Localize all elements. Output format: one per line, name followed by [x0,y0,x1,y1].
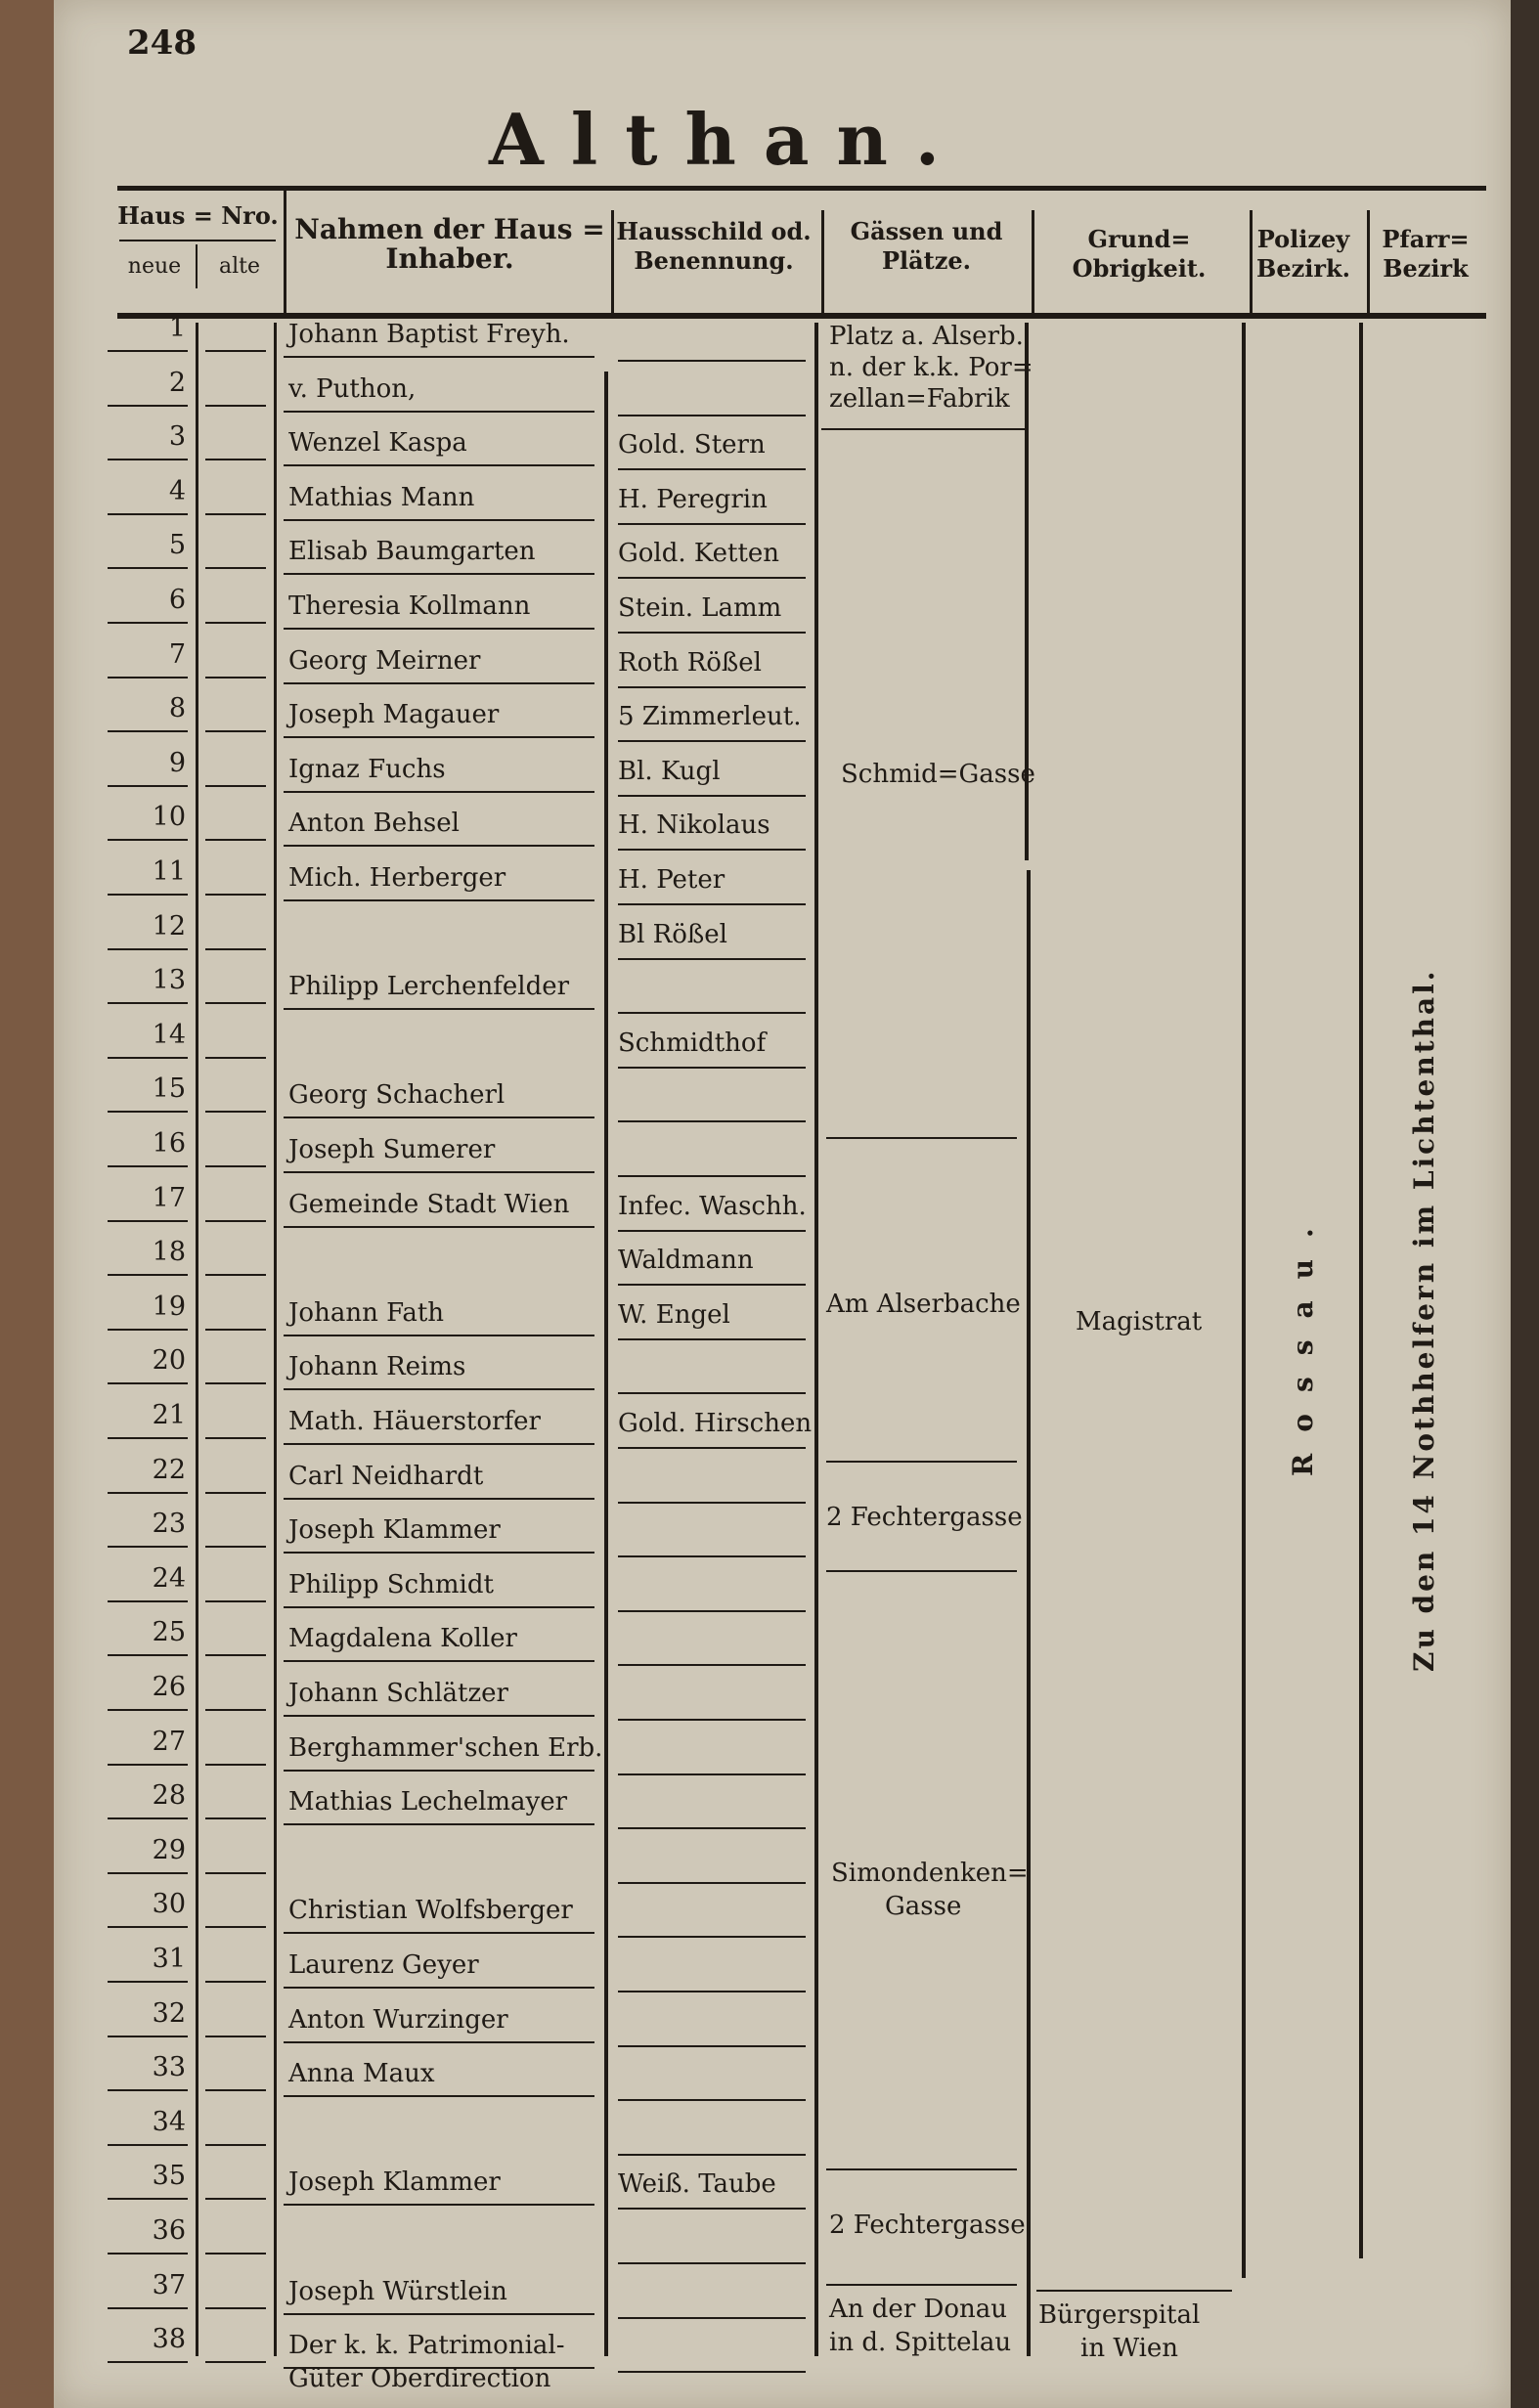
row-number-neue: 11 [152,856,186,887]
row-rule-owner [284,1823,594,1825]
row-number-neue: 17 [152,1182,186,1213]
row-hausschild: Bl Rößel [618,919,727,949]
row-rule-owner [284,2204,594,2206]
row-rule-alte [205,677,266,679]
row-rule-alte [205,1981,266,1983]
row-number-neue: 16 [152,1128,186,1159]
row-rule-alte [205,2036,266,2037]
row-owner: Anton Behsel [288,809,460,839]
row-rule-hausschild [618,1120,806,1122]
row-rule-owner [284,573,594,575]
header-sep [821,210,824,313]
row-rule-owner [284,682,594,684]
row-rule-alte [205,1220,266,1222]
row-owner: Johann Fath [288,1297,445,1328]
row-rule-neue [108,894,188,896]
street-rule [826,1570,1017,1572]
street-rule [821,428,1027,430]
row-hausschild: H. Peregrin [618,484,768,514]
row-rule-neue [108,459,188,460]
row-rule-owner [284,519,594,521]
row-owner: Laurenz Geyer [288,1950,479,1980]
header-neue: neue [127,254,182,279]
row-rule-neue [108,2253,188,2255]
header-sep [611,210,614,313]
street-rule [826,2168,1017,2170]
row-rule-alte [205,1111,266,1113]
header-polizey: Polizey Bezirk. [1256,225,1350,283]
row-number-neue: 19 [152,1291,186,1322]
col-line-alte [196,323,198,2356]
row-rule-alte [205,459,266,460]
row-number-neue: 28 [152,1780,186,1812]
row-rule-neue [108,2036,188,2037]
header-haus-nro: Haus = Nro. [117,201,279,230]
grund-rule [1036,2290,1232,2292]
row-rule-neue [108,1492,188,1494]
row-rule-hausschild [618,1175,806,1177]
row-rule-alte [205,622,266,624]
row-rule-neue [108,567,188,569]
street-simondenken: Simondenken= [831,1859,1029,1888]
row-owner: Joseph Magauer [288,700,500,730]
row-number-neue: 13 [152,965,186,996]
row-rule-owner [284,1335,594,1336]
row-rule-alte [205,894,266,896]
row-rule-neue [108,1382,188,1384]
row-number-neue: 27 [152,1726,186,1757]
row-rule-hausschild [618,523,806,525]
row-hausschild: Gold. Ketten [618,539,780,569]
row-rule-owner [284,1388,594,1390]
col-line-sign [604,372,608,2356]
row-rule-hausschild [618,686,806,688]
row-owner: Der k. k. Patrimonial- [288,2331,565,2361]
row-owner: Wenzel Kaspa [288,428,467,459]
row-rule-hausschild [618,577,806,579]
row-rule-neue [108,2144,188,2146]
row-owner: Joseph Würstlein [288,2276,507,2306]
row-rule-hausschild [618,2045,806,2047]
row-rule-neue [108,2361,188,2363]
row-number-neue: 15 [152,1073,186,1105]
row-rule-alte [205,1002,266,1004]
row-hausschild: Gold. Hirschen [618,1409,813,1438]
row-rule-neue [108,405,188,407]
row-rule-owner [284,736,594,738]
row-rule-alte [205,2361,266,2363]
row-rule-owner [284,1552,594,1554]
header-hausschild: Hausschild od. Benennung. [616,217,812,275]
row-number-neue: 5 [168,530,186,561]
row-number-neue: 7 [168,638,186,670]
row-owner: Math. Häuerstorfer [288,1407,541,1436]
row-number-neue: 20 [152,1345,186,1377]
row-rule-alte [205,1382,266,1384]
row-rule-hausschild [618,2371,806,2373]
row-rule-owner [284,1008,594,1010]
header-alte: alte [218,254,260,279]
row-owner: Anton Wurzinger [288,2004,508,2035]
header-nahmen: Nahmen der Haus = Inhaber. [294,213,605,275]
street-fechtergasse-2: 2 Fechtergasse [829,2211,1026,2240]
row-rule-owner [284,2041,594,2043]
row-rule-alte [205,1709,266,1711]
row-number-neue: 31 [152,1944,186,1974]
page-number: 248 [127,23,197,63]
header-gassen: Gässen und Plätze. [850,217,1003,275]
street-platz-alserbach: Platz a. Alserb. [829,322,1024,351]
row-number-neue: 2 [168,367,186,398]
row-number-neue: 22 [152,1454,186,1485]
row-rule-alte [205,1764,266,1766]
row-hausschild: Gold. Stern [618,430,766,460]
row-rule-hausschild [618,2208,806,2210]
row-number-neue: 30 [152,1889,186,1920]
row-number-neue: 35 [152,2161,186,2192]
row-rule-owner [284,1498,594,1500]
street-simondenken-2: Gasse [885,1892,962,1921]
row-hausschild: H. Peter [618,865,726,895]
row-rule-neue [108,1817,188,1819]
row-rule-neue [108,839,188,841]
header-sep [1367,210,1370,313]
book-binding [0,0,54,2408]
street-schmid-gasse: Schmid=Gasse [841,760,1035,789]
row-rule-neue [108,2089,188,2091]
row-rule-owner [284,356,594,358]
row-number-neue: 29 [152,1834,186,1865]
page-title: Althan. [489,98,967,181]
grund-buergerspital: Bürgerspital [1038,2300,1201,2330]
row-owner: Johann Reims [288,1352,466,1382]
row-number-neue: 8 [168,693,186,724]
row-rule-neue [108,1329,188,1331]
row-rule-neue [108,1437,188,1439]
row-rule-neue [108,1872,188,1874]
page-edge [1511,0,1539,2408]
row-rule-neue [108,785,188,787]
row-hausschild: Bl. Kugl [618,756,721,786]
row-owner: Joseph Klammer [288,1515,501,1546]
row-rule-hausschild [618,1230,806,1232]
row-rule-alte [205,1817,266,1819]
row-rule-owner [284,1660,594,1662]
row-hausschild: Waldmann [618,1246,754,1276]
street-rule [826,1137,1017,1139]
row-rule-hausschild [618,849,806,851]
row-rule-owner [284,1443,594,1445]
row-number-neue: 25 [152,1617,186,1648]
row-rule-alte [205,513,266,515]
row-rule-alte [205,1654,266,1656]
row-rule-alte [205,1057,266,1059]
col-line-polizey [1242,323,1246,2278]
row-rule-alte [205,948,266,950]
row-rule-neue [108,948,188,950]
row-rule-hausschild [618,1610,806,1612]
row-rule-hausschild [618,1555,806,1557]
row-rule-hausschild [618,1773,806,1775]
row-rule-alte [205,1437,266,1439]
row-hausschild: Infec. Waschh. [618,1191,807,1221]
row-rule-neue [108,1111,188,1113]
col-line-owner [274,323,277,2356]
row-number-neue: 37 [152,2269,186,2300]
row-owner: Mich. Herberger [288,863,506,893]
row-rule-alte [205,2198,266,2200]
row-owner: Mathias Lechelmayer [288,1787,568,1817]
row-rule-hausschild [618,1936,806,1938]
row-rule-neue [108,1926,188,1928]
row-hausschild: 5 Zimmerleut. [618,702,802,732]
row-rule-hausschild [618,903,806,905]
row-rule-neue [108,1057,188,1059]
row-rule-alte [205,350,266,352]
row-rule-alte [205,1329,266,1331]
row-rule-hausschild [618,468,806,470]
row-rule-alte [205,1546,266,1548]
row-rule-owner [284,899,594,901]
row-hausschild: Roth Rößel [618,647,762,678]
row-rule-hausschild [618,1392,806,1394]
row-rule-owner [284,1116,594,1118]
row-rule-alte [205,785,266,787]
row-rule-alte [205,1926,266,1928]
row-rule-hausschild [618,1502,806,1504]
row-rule-neue [108,2198,188,2200]
street-am-alserbache: Am Alserbache [826,1290,1021,1319]
row-owner-continued: Güter Oberdirection [288,2364,551,2394]
row-rule-hausschild [618,1991,806,1992]
row-rule-owner [284,1171,594,1173]
row-rule-owner [284,1226,594,1228]
row-number-neue: 4 [168,475,186,506]
row-rule-alte [205,1600,266,1602]
row-number-neue: 24 [152,1562,186,1594]
row-rule-neue [108,1546,188,1548]
row-owner: Philipp Lerchenfelder [288,972,570,1002]
row-rule-alte [205,1165,266,1167]
row-rule-hausschild [618,2317,806,2319]
street-spittelau: in d. Spittelau [829,2328,1012,2357]
street-fechtergasse: 2 Fechtergasse [826,1503,1023,1532]
header-pfarr: Pfarr= Bezirk [1382,225,1470,283]
row-rule-alte [205,730,266,732]
street-rule [826,2284,1017,2286]
row-owner: Philipp Schmidt [288,1569,494,1599]
row-number-neue: 21 [152,1400,186,1430]
header-grund: Grund= Obrigkeit. [1072,225,1207,283]
row-rule-owner [284,1715,594,1717]
row-rule-hausschild [618,2154,806,2156]
row-number-neue: 18 [152,1237,186,1268]
row-rule-alte [205,2307,266,2309]
row-rule-owner [284,845,594,847]
row-rule-neue [108,350,188,352]
row-rule-neue [108,513,188,515]
row-owner: Johann Schlätzer [288,1679,508,1708]
header-sep [284,191,286,313]
row-rule-hausschild [618,1447,806,1449]
row-rule-neue [108,1220,188,1222]
row-rule-alte [205,839,266,841]
row-number-neue: 14 [152,1019,186,1050]
row-rule-neue [108,1274,188,1276]
row-rule-neue [108,1709,188,1711]
row-rule-owner [284,791,594,793]
row-rule-owner [284,411,594,413]
row-rule-neue [108,1165,188,1167]
row-rule-owner [284,464,594,466]
row-number-neue: 6 [168,585,186,615]
row-number-neue: 34 [152,2106,186,2137]
street-platz-alserbach-3: zellan=Fabrik [829,384,1010,414]
row-number-neue: 36 [152,2215,186,2246]
street-an-der-donau: An der Donau [829,2295,1007,2324]
header-top-rule [117,186,1486,191]
grund-magistrat: Magistrat [1076,1307,1203,1336]
row-rule-alte [205,1492,266,1494]
row-owner: Mathias Mann [288,482,475,512]
row-owner: Georg Meirner [288,645,481,676]
row-rule-neue [108,1981,188,1983]
row-rule-hausschild [618,958,806,960]
grund-in-wien: in Wien [1080,2334,1179,2363]
row-rule-neue [108,1600,188,1602]
row-owner: Magdalena Koller [288,1624,517,1654]
row-rule-alte [205,1274,266,1276]
row-owner: Berghammer'schen Erb. [288,1732,603,1763]
row-rule-hausschild [618,1338,806,1340]
row-rule-owner [284,1770,594,1772]
row-rule-hausschild [618,2262,806,2264]
row-rule-hausschild [618,1012,806,1014]
row-rule-neue [108,1002,188,1004]
row-rule-hausschild [618,795,806,797]
street-rule [826,1461,1017,1463]
col-line-grund-2 [1027,870,1031,2356]
row-rule-neue [108,622,188,624]
polizey-bezirk-rossau: Rossau. [1287,1206,1319,1476]
row-rule-hausschild [618,632,806,634]
pfarr-bezirk: Zu den 14 Nothhelfern im Lichtenthal. [1408,968,1440,1672]
row-rule-owner [284,2313,594,2315]
row-rule-neue [108,2307,188,2309]
row-number-neue: 26 [152,1672,186,1702]
row-owner: Anna Maux [288,2059,435,2089]
row-rule-alte [205,405,266,407]
row-rule-hausschild [618,360,806,362]
row-rule-neue [108,677,188,679]
col-line-street [814,323,818,2356]
row-rule-alte [205,1872,266,1874]
row-rule-neue [108,730,188,732]
row-rule-hausschild [618,1284,806,1286]
row-number-neue: 38 [152,2324,186,2355]
row-rule-hausschild [618,2099,806,2101]
row-rule-alte [205,567,266,569]
row-owner: Ignaz Fuchs [288,754,446,784]
row-number-neue: 1 [168,313,186,343]
row-owner: v. Puthon, [288,373,417,404]
row-owner: Joseph Sumerer [288,1135,496,1164]
row-owner: Georg Schacherl [288,1080,506,1111]
row-rule-owner [284,1606,594,1608]
row-number-neue: 33 [152,2052,186,2083]
row-number-neue: 10 [152,802,186,833]
row-rule-owner [284,628,594,630]
row-rule-hausschild [618,740,806,742]
row-rule-owner [284,1932,594,1934]
row-rule-owner [284,2095,594,2097]
row-rule-hausschild [618,415,806,416]
header-sep [1250,210,1253,313]
row-owner: Joseph Klammer [288,2167,501,2198]
row-hausschild: H. Nikolaus [618,810,770,841]
row-rule-hausschild [618,1067,806,1069]
row-rule-hausschild [618,1827,806,1829]
col-line-pfarr [1359,323,1363,2258]
row-owner: Christian Wolfsberger [288,1896,573,1926]
row-rule-hausschild [618,1664,806,1666]
row-number-neue: 32 [152,1997,186,2029]
row-rule-neue [108,1764,188,1766]
header-sep [1032,210,1034,313]
row-number-neue: 12 [152,910,186,941]
row-rule-hausschild [618,1719,806,1721]
row-owner: Carl Neidhardt [288,1461,484,1491]
row-number-neue: 9 [168,747,186,778]
row-hausschild: W. Engel [618,1299,730,1330]
row-owner: Gemeinde Stadt Wien [288,1189,570,1219]
row-hausschild: Schmidthof [618,1028,767,1058]
row-number-neue: 23 [152,1509,186,1540]
row-owner: Johann Baptist Freyh. [288,320,570,349]
row-rule-alte [205,2144,266,2146]
row-rule-hausschild [618,1882,806,1884]
row-rule-alte [205,2253,266,2255]
street-platz-alserbach-2: n. der k.k. Por= [829,353,1033,382]
row-hausschild: Weiß. Taube [618,2169,776,2200]
header-sep [196,244,198,288]
row-rule-alte [205,2089,266,2091]
row-rule-neue [108,1654,188,1656]
row-owner: Elisab Baumgarten [288,537,536,567]
row-hausschild: Stein. Lamm [618,593,782,623]
row-number-neue: 3 [168,421,186,453]
row-rule-owner [284,1987,594,1989]
row-owner: Theresia Kollmann [288,591,531,621]
header-haus-rule [119,240,276,241]
